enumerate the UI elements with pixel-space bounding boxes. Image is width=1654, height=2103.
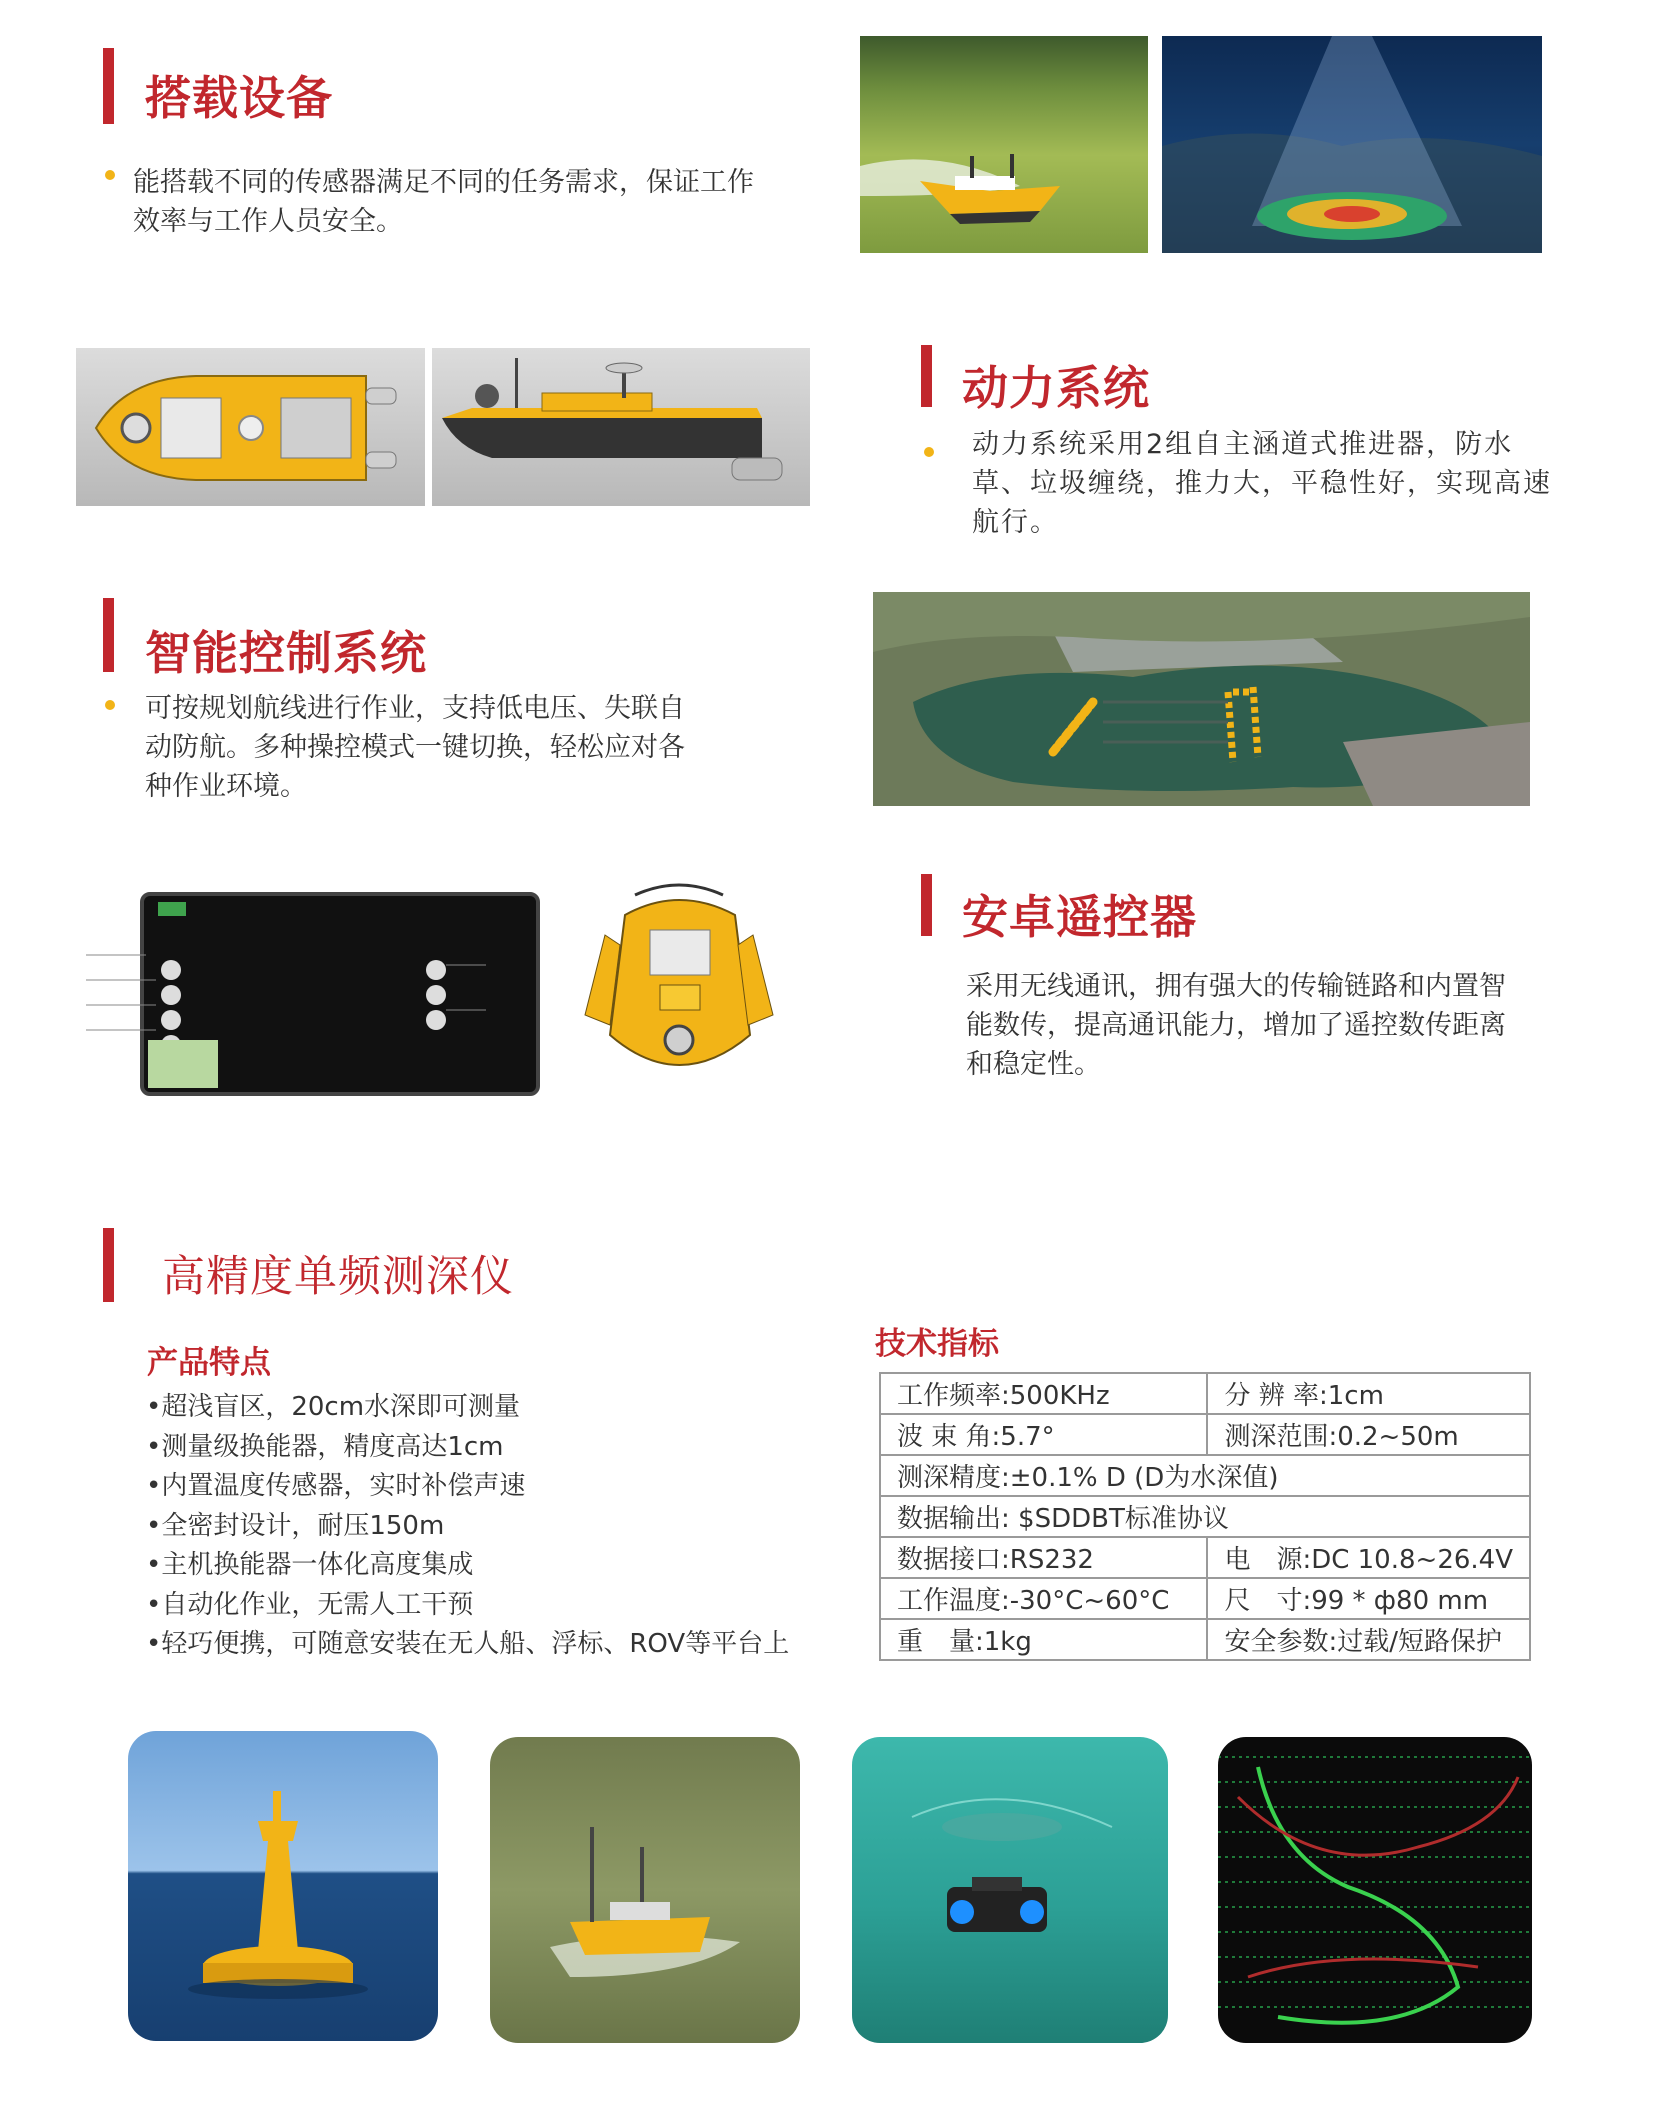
- section-bar: [921, 345, 932, 407]
- boat-front-photo: [565, 875, 793, 1105]
- list-item: •轻巧便携，可随意安装在无人船、浮标、ROV等平台上: [146, 1629, 790, 1659]
- boat-side-view-render: [432, 348, 810, 506]
- sonar-data-image: [1218, 1737, 1532, 2043]
- section-bar: [103, 48, 114, 124]
- features-title: 产品特点: [147, 1345, 271, 1381]
- remote-app-screenshot: [86, 870, 546, 1100]
- specs-table: [879, 1372, 1531, 1661]
- sounder-title: 高精度单频测深仪: [162, 1252, 514, 1302]
- section-bar: [921, 874, 932, 936]
- list-item: •测量级换能器，精度高达1cm: [146, 1431, 504, 1462]
- section-bar: [103, 1228, 114, 1302]
- survey-boat-photo: [490, 1737, 800, 2043]
- aerial-lake-map: [873, 592, 1530, 806]
- equipment-text: 能搭载不同的传感器满足不同的任务需求，保证工作 效率与工作人员安全。: [133, 167, 754, 237]
- bullet-icon: [924, 447, 934, 457]
- boat-top-view-render: [76, 348, 425, 506]
- table-row: 工作温度:-30°C~60°C 尺 寸:99 * ф80 mm: [880, 1578, 1530, 1619]
- table-row: 波 束 角:5.7° 测深范围:0.2~50m: [880, 1414, 1530, 1455]
- features-list: [146, 1388, 789, 1665]
- underwater-rov-photo: [852, 1737, 1168, 2043]
- section-bar: [103, 598, 114, 672]
- list-item: •超浅盲区，20cm水深即可测量: [146, 1392, 521, 1422]
- list-item: •自动化作业，无需人工干预: [146, 1589, 474, 1620]
- remote-text: 采用无线通讯，拥有强大的传输链路和内置智 能数传，提高通讯能力，增加了遥控数传距离 和稳定性。: [966, 971, 1506, 1080]
- table-row: 数据接口:RS232 电 源:DC 10.8~26.4V: [880, 1537, 1530, 1578]
- specs-title: 技术指标: [875, 1326, 999, 1362]
- table-row: 数据输出: $SDDBT标准协议: [880, 1496, 1530, 1537]
- bullet-icon: [105, 700, 115, 710]
- list-item: •全密封设计，耐压150m: [146, 1510, 445, 1541]
- boat-on-water-photo: [860, 36, 1148, 253]
- sonar-scan-image: [1162, 36, 1542, 253]
- control-text: 可按规划航线进行作业，支持低电压、失联自 动防航。多种操控模式一键切换，轻松应对各 种作业环境。: [145, 693, 685, 802]
- remote-title: 安卓遥控器: [962, 890, 1197, 944]
- bullet-icon: [105, 170, 115, 180]
- table-row: 重 量:1kg 安全参数:过载/短路保护: [880, 1619, 1530, 1660]
- table-row: 测深精度:±0.1% D (D为水深值): [880, 1455, 1530, 1496]
- power-title: 动力系统: [962, 361, 1150, 415]
- list-item: •内置温度传感器，实时补偿声速: [146, 1471, 526, 1501]
- control-title: 智能控制系统: [145, 626, 427, 680]
- buoy-photo: [128, 1731, 438, 2041]
- equipment-title: 搭载设备: [145, 71, 333, 125]
- table-row: 工作频率:500KHz 分 辨 率:1cm: [880, 1373, 1530, 1414]
- power-text: 动力系统采用2组自主涵道式推进器，防水 草、垃圾缠绕，推力大，平稳性好，实现高速 航行。: [972, 429, 1552, 538]
- list-item: •主机换能器一体化高度集成: [146, 1550, 474, 1580]
